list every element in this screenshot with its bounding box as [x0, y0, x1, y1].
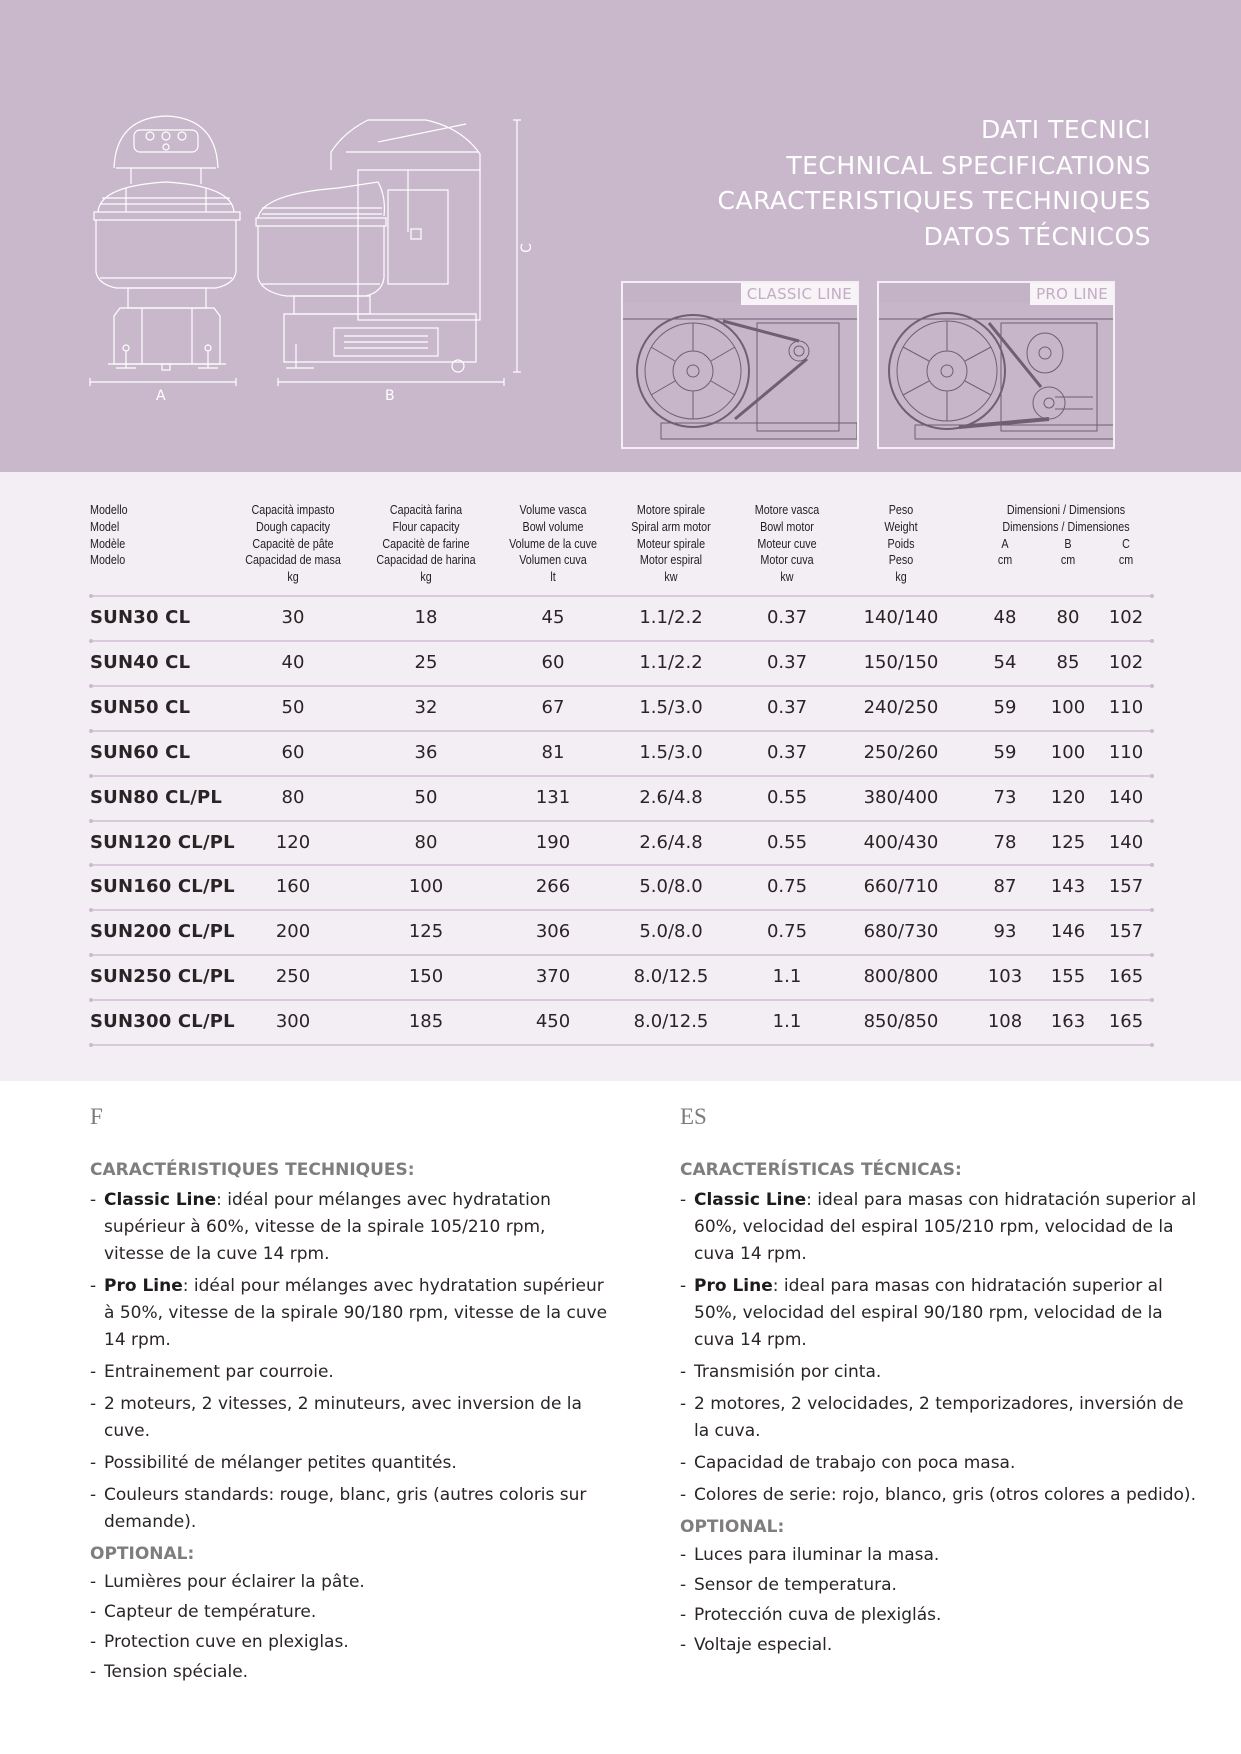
- cell-bowl: 0.55: [766, 786, 808, 808]
- feature-item: [680, 1359, 1200, 1386]
- dimension-a-label: A: [156, 388, 166, 404]
- cell-a: 103: [987, 966, 1023, 988]
- cell-dough: 80: [281, 786, 305, 808]
- header-weight: Peso Weight Poids Peso kg: [884, 503, 918, 585]
- cell-c: 102: [1108, 607, 1144, 628]
- bullet-dash: -: [680, 1485, 687, 1505]
- bullet-dash: -: [680, 1190, 687, 1210]
- cell-dough: 120: [275, 831, 311, 853]
- optional-item-text: Protección cuva de plexiglás.: [694, 1605, 942, 1625]
- optional-list-spanish: [680, 1542, 1200, 1659]
- cell-dough: 300: [275, 1011, 311, 1033]
- cell-c: 157: [1108, 921, 1144, 943]
- cell-volume: 131: [535, 786, 571, 808]
- cell-volume: 450: [535, 1011, 571, 1033]
- optional-item: [680, 1542, 1200, 1569]
- cell-weight: 140/140: [863, 607, 939, 628]
- cell-weight: 400/430: [863, 831, 939, 853]
- cell-a: 87: [993, 876, 1017, 898]
- hero-banner: [0, 0, 1241, 472]
- cell-bowl: 0.37: [766, 741, 808, 763]
- column-french: [90, 1104, 610, 1686]
- model-name: SUN80 CL/PL: [90, 786, 223, 808]
- optional-item-text: Luces para iluminar la masa.: [694, 1545, 940, 1565]
- table-row: [0, 641, 1241, 686]
- header-flour-capacity: Capacità farina Flour capacity Capacitè de farine Capacidad de harina kg: [376, 503, 476, 585]
- optional-item-text: Lumières pour éclairer la pâte.: [104, 1572, 365, 1592]
- model-name: SUN200 CL/PL: [90, 921, 235, 943]
- dimension-lines: [90, 120, 521, 386]
- model-name: SUN300 CL/PL: [90, 1011, 235, 1033]
- cell-spiral: 1.1/2.2: [639, 651, 703, 673]
- cell-weight: 150/150: [863, 651, 939, 673]
- model-name: SUN30 CL: [90, 607, 191, 628]
- feature-item: [680, 1273, 1200, 1354]
- bullet-dash: -: [680, 1276, 687, 1296]
- bullet-dash: -: [90, 1190, 97, 1210]
- cell-c: 157: [1108, 876, 1144, 898]
- features-list-spanish: [680, 1187, 1200, 1509]
- dimension-c-label: C: [518, 243, 535, 253]
- cell-a: 108: [987, 1011, 1023, 1033]
- cell-spiral: 1.5/3.0: [639, 741, 703, 763]
- title-italian: DATI TECNICI: [981, 115, 1151, 144]
- table-rule: [90, 1044, 1153, 1046]
- cell-spiral: 5.0/8.0: [639, 876, 703, 898]
- cell-spiral: 1.5/3.0: [639, 696, 703, 718]
- cell-volume: 60: [541, 651, 565, 673]
- pro-line-label: PRO LINE: [1030, 283, 1113, 305]
- feature-item-bold: Pro Line: [694, 1276, 773, 1296]
- optional-list-french: [90, 1569, 610, 1686]
- feature-item-bold: Pro Line: [104, 1276, 183, 1296]
- header-dim-b: B cm: [1060, 536, 1076, 568]
- optional-item-text: Capteur de température.: [104, 1602, 317, 1622]
- feature-item-text: Colores de serie: rojo, blanco, gris (otros colores a pedido).: [694, 1485, 1196, 1505]
- optional-item: [90, 1659, 610, 1686]
- feature-item-text: : ideal para masas con hidratación superior al 50%, velocidad del espiral 90/180 rpm, velocidad de la cuva 14 rpm.: [694, 1276, 1163, 1350]
- cell-a: 59: [993, 741, 1017, 763]
- cell-b: 155: [1050, 966, 1086, 988]
- cell-weight: 240/250: [863, 696, 939, 718]
- cell-flour: 36: [414, 741, 438, 763]
- model-name: SUN40 CL: [90, 651, 191, 673]
- classic-line-photo: [621, 281, 859, 449]
- cell-c: 102: [1108, 651, 1144, 673]
- page-title-block: [718, 112, 1151, 254]
- cell-c: 165: [1108, 1011, 1144, 1033]
- cell-flour: 25: [414, 651, 438, 673]
- header-dimensions: Dimensioni / Dimensions Dimensions / Dimensiones: [1002, 503, 1130, 534]
- header-bowl-motor: Motore vasca Bowl motor Moteur cuve Motor cuva kw: [754, 503, 820, 585]
- feature-item: [90, 1450, 610, 1477]
- cell-weight: 380/400: [863, 786, 939, 808]
- cell-bowl: 0.37: [766, 696, 808, 718]
- feature-item-text: Entrainement par courroie.: [104, 1362, 334, 1382]
- table-row: [0, 776, 1241, 821]
- cell-spiral: 1.1/2.2: [639, 607, 703, 628]
- cell-a: 48: [993, 607, 1017, 628]
- feature-item: [680, 1391, 1200, 1445]
- specifications-table: [0, 472, 1241, 1081]
- optional-item: [90, 1629, 610, 1656]
- table-row: [0, 955, 1241, 1000]
- feature-item-text: : ideal para masas con hidratación superior al 60%, velocidad del espiral 105/210 rpm, velocidad de la cuva 14 rpm.: [694, 1190, 1197, 1264]
- classic-line-label: CLASSIC LINE: [741, 283, 857, 305]
- cell-weight: 250/260: [863, 741, 939, 763]
- optional-heading-spanish: OPTIONAL:: [680, 1517, 785, 1537]
- cell-flour: 100: [408, 876, 444, 898]
- language-label-spanish: ES: [680, 1104, 707, 1129]
- cell-b: 85: [1056, 651, 1080, 673]
- cell-dough: 200: [275, 921, 311, 943]
- cell-flour: 18: [414, 607, 438, 628]
- cell-a: 78: [993, 831, 1017, 853]
- cell-flour: 32: [414, 696, 438, 718]
- cell-weight: 660/710: [863, 876, 939, 898]
- feature-item: [90, 1482, 610, 1536]
- cell-b: 146: [1050, 921, 1086, 943]
- feature-item-bold: Classic Line: [104, 1190, 217, 1210]
- cell-bowl: 1.1: [772, 966, 802, 988]
- feature-item-text: 2 moteurs, 2 vitesses, 2 minuteurs, avec inversion de la cuve.: [104, 1394, 582, 1441]
- cell-a: 93: [993, 921, 1017, 943]
- bullet-dash: -: [90, 1362, 97, 1382]
- bullet-dash: -: [680, 1394, 687, 1414]
- table-row: [0, 686, 1241, 731]
- bullet-dash: -: [90, 1276, 97, 1296]
- cell-bowl: 0.37: [766, 651, 808, 673]
- cell-weight: 850/850: [863, 1011, 939, 1033]
- cell-bowl: 0.75: [766, 876, 808, 898]
- cell-dough: 160: [275, 876, 311, 898]
- cell-bowl: 0.55: [766, 831, 808, 853]
- optional-heading-french: OPTIONAL:: [90, 1544, 195, 1564]
- optional-item: [680, 1572, 1200, 1599]
- cell-volume: 45: [541, 607, 565, 628]
- cell-dough: 60: [281, 741, 305, 763]
- header-dough-capacity: Capacità impasto Dough capacity Capacitè de pâte Capacidad de masa kg: [245, 503, 341, 585]
- cell-weight: 800/800: [863, 966, 939, 988]
- cell-volume: 190: [535, 831, 571, 853]
- side-view-drawing: [256, 120, 480, 372]
- cell-b: 163: [1050, 1011, 1086, 1033]
- cell-flour: 80: [414, 831, 438, 853]
- feature-item: [90, 1359, 610, 1386]
- features-list-french: [90, 1187, 610, 1536]
- bullet-dash: -: [90, 1485, 97, 1505]
- optional-item-text: Voltaje especial.: [694, 1635, 833, 1655]
- cell-spiral: 8.0/12.5: [633, 966, 709, 988]
- cell-dough: 40: [281, 651, 305, 673]
- feature-item-text: Couleurs standards: rouge, blanc, gris (autres coloris sur demande).: [104, 1485, 587, 1532]
- table-row: [0, 910, 1241, 955]
- cell-flour: 125: [408, 921, 444, 943]
- feature-item-text: : idéal pour mélanges avec hydratation supérieur à 50%, vitesse de la spirale 90/180 rpm, vitesse de la cuve 14 rpm.: [104, 1276, 608, 1350]
- cell-c: 140: [1108, 831, 1144, 853]
- cell-a: 73: [993, 786, 1017, 808]
- bullet-dash: -: [680, 1575, 687, 1595]
- optional-item: [680, 1602, 1200, 1629]
- cell-c: 110: [1108, 696, 1144, 718]
- cell-b: 80: [1056, 607, 1080, 628]
- feature-item-text: Possibilité de mélanger petites quantités.: [104, 1453, 457, 1473]
- model-name: SUN250 CL/PL: [90, 966, 235, 988]
- feature-item: [90, 1391, 610, 1445]
- feature-item: [680, 1482, 1200, 1509]
- table-row: [0, 1000, 1241, 1045]
- optional-item-text: Tension spéciale.: [104, 1662, 249, 1682]
- bullet-dash: -: [90, 1602, 97, 1622]
- table-row: [0, 596, 1241, 641]
- cell-c: 165: [1108, 966, 1144, 988]
- cell-volume: 306: [535, 921, 571, 943]
- header-bowl-volume: Volume vasca Bowl volume Volume de la cuve Volumen cuva lt: [509, 503, 597, 585]
- cell-a: 54: [993, 651, 1017, 673]
- bullet-dash: -: [90, 1394, 97, 1414]
- feature-item: [680, 1450, 1200, 1477]
- table-row: [0, 821, 1241, 866]
- title-english: TECHNICAL SPECIFICATIONS: [786, 150, 1151, 180]
- cell-bowl: 0.75: [766, 921, 808, 943]
- table-row: [0, 865, 1241, 910]
- model-name: SUN120 CL/PL: [90, 831, 235, 853]
- bullet-dash: -: [680, 1362, 687, 1382]
- optional-item: [90, 1599, 610, 1626]
- bullet-dash: -: [90, 1572, 97, 1592]
- cell-spiral: 2.6/4.8: [639, 786, 703, 808]
- cell-volume: 67: [541, 696, 565, 718]
- feature-item-text: : idéal pour mélanges avec hydratation supérieur à 60%, vitesse de la spirale 105/210 rpm, vitesse de la cuve 14 rpm.: [104, 1190, 551, 1264]
- cell-dough: 50: [281, 696, 305, 718]
- title-french: CARACTERISTIQUES TECHNIQUES: [717, 186, 1151, 215]
- feature-item: [90, 1273, 610, 1354]
- cell-bowl: 0.37: [766, 607, 808, 628]
- feature-item: [680, 1187, 1200, 1268]
- cell-b: 143: [1050, 876, 1086, 898]
- cell-dough: 250: [275, 966, 311, 988]
- optional-item-text: Protection cuve en plexiglas.: [104, 1632, 349, 1652]
- cell-c: 140: [1108, 786, 1144, 808]
- cell-b: 100: [1050, 741, 1086, 763]
- bullet-dash: -: [90, 1662, 97, 1682]
- dimension-b-label: B: [385, 388, 395, 404]
- cell-flour: 150: [408, 966, 444, 988]
- cell-flour: 50: [414, 786, 438, 808]
- model-name: SUN160 CL/PL: [90, 876, 235, 898]
- optional-item: [680, 1632, 1200, 1659]
- bullet-dash: -: [680, 1545, 687, 1565]
- model-name: SUN50 CL: [90, 696, 191, 718]
- language-label-french: F: [90, 1104, 103, 1129]
- bullet-dash: -: [680, 1605, 687, 1625]
- feature-item-bold: Classic Line: [694, 1190, 807, 1210]
- cell-b: 100: [1050, 696, 1086, 718]
- cell-dough: 30: [281, 607, 305, 628]
- cell-spiral: 2.6/4.8: [639, 831, 703, 853]
- feature-item-text: 2 motores, 2 velocidades, 2 temporizadores, inversión de la cuva.: [694, 1394, 1184, 1441]
- mixer-dimension-drawing: [86, 112, 546, 412]
- bullet-dash: -: [90, 1453, 97, 1473]
- pro-line-photo: [877, 281, 1115, 449]
- header-spiral-motor: Motore spirale Spiral arm motor Moteur spirale Motor espiral kw: [631, 503, 711, 585]
- feature-item: [90, 1187, 610, 1268]
- features-heading-french: CARACTÉRISTIQUES TECHNIQUES:: [90, 1160, 415, 1180]
- cell-flour: 185: [408, 1011, 444, 1033]
- header-dim-c: C cm: [1118, 536, 1134, 568]
- cell-c: 110: [1108, 741, 1144, 763]
- header-model: Modello Model Modèle Modelo: [90, 503, 128, 568]
- cell-b: 125: [1050, 831, 1086, 853]
- feature-item-text: Transmisión por cinta.: [694, 1362, 882, 1382]
- cell-volume: 266: [535, 876, 571, 898]
- bullet-dash: -: [680, 1635, 687, 1655]
- cell-b: 120: [1050, 786, 1086, 808]
- feature-item-text: Capacidad de trabajo con poca masa.: [694, 1453, 1016, 1473]
- cell-a: 59: [993, 696, 1017, 718]
- table-row: [0, 731, 1241, 776]
- cell-bowl: 1.1: [772, 1011, 802, 1033]
- bullet-dash: -: [680, 1453, 687, 1473]
- optional-item-text: Sensor de temperatura.: [694, 1575, 897, 1595]
- model-name: SUN60 CL: [90, 741, 191, 763]
- optional-item: [90, 1569, 610, 1596]
- bullet-dash: -: [90, 1632, 97, 1652]
- cell-spiral: 8.0/12.5: [633, 1011, 709, 1033]
- cell-volume: 370: [535, 966, 571, 988]
- front-view-drawing: [94, 116, 240, 370]
- cell-spiral: 5.0/8.0: [639, 921, 703, 943]
- column-spanish: [680, 1104, 1200, 1659]
- cell-volume: 81: [541, 741, 565, 763]
- header-dim-a: A cm: [997, 536, 1013, 568]
- title-spanish: DATOS TÉCNICOS: [923, 221, 1151, 251]
- features-heading-spanish: CARACTERÍSTICAS TÉCNICAS:: [680, 1160, 962, 1180]
- cell-weight: 680/730: [863, 921, 939, 943]
